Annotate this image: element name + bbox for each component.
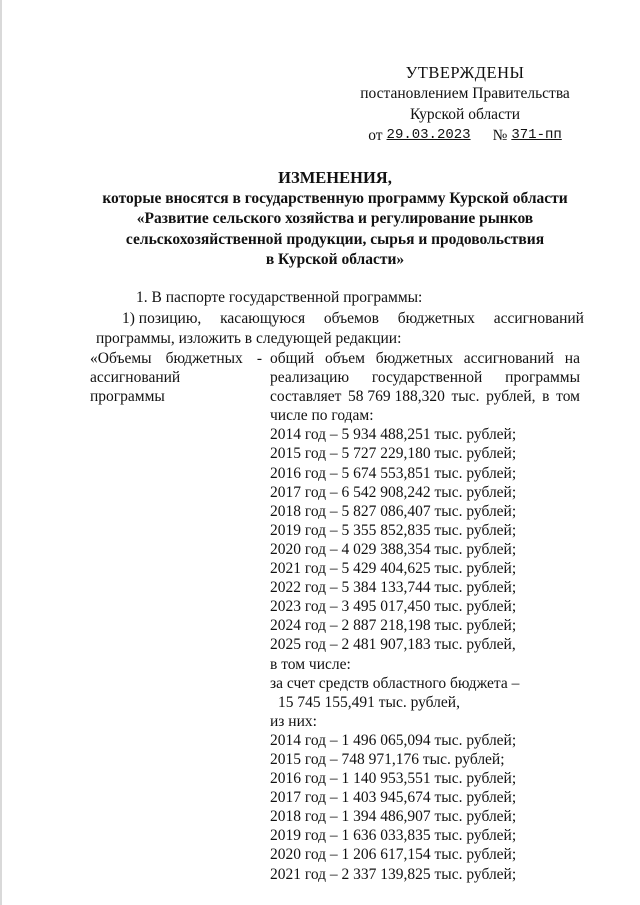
- document-title: [60, 168, 610, 271]
- word: в: [542, 388, 550, 406]
- year-row: 2025 год – 2 481 907,183 тыс. рублей,: [270, 636, 516, 654]
- year-row: 2022 год – 5 384 133,744 тыс. рублей;: [270, 579, 517, 597]
- scan-edge: [0, 0, 2, 905]
- intro-line-1: [270, 349, 580, 368]
- title-main: ИЗМЕНЕНИЯ,: [278, 168, 392, 187]
- regional-year-row: 2018 год – 1 394 486,907 тыс. рублей;: [270, 808, 517, 826]
- title-line-4: в Курской области»: [265, 251, 405, 268]
- word: тыс.: [451, 388, 480, 406]
- word: ассигнований: [463, 350, 554, 367]
- paragraph-1: 1. В паспорте государственной программы:: [136, 289, 423, 306]
- title-line-2: «Развитие сельского хозяйства и регулирование рынков: [136, 210, 534, 227]
- word: объем: [324, 350, 365, 367]
- title-line-1: которые вносятся в государственную программу Курской области: [102, 189, 568, 207]
- regional-year-row: 2021 год – 2 337 139,825 тыс. рублей;: [270, 865, 517, 883]
- paragraph-2-line-1: [96, 309, 584, 329]
- regional-year-row: 2017 год – 1 403 945,674 тыс. рублей;: [270, 789, 517, 807]
- word: рублей,: [486, 388, 536, 406]
- regional-year-row: 2014 год – 1 496 065,094 тыс. рублей;: [270, 731, 517, 749]
- title-line-3: сельскохозяйственной продукции, сырья и продовольствия: [125, 230, 545, 248]
- word: бюджетных: [165, 350, 243, 367]
- year-row: 2016 год – 5 674 553,851 тыс. рублей;: [270, 464, 517, 482]
- word: общий: [270, 350, 315, 367]
- word: реализацию: [270, 369, 350, 387]
- date-prefix: от: [368, 127, 383, 144]
- word: бюджетных: [375, 350, 453, 367]
- regional-budget-line-1: за счет средств областного бюджета –: [270, 674, 520, 692]
- paragraph-2: [96, 309, 584, 349]
- including-label: в том числе:: [270, 655, 351, 673]
- year-row: 2023 год – 3 495 017,450 тыс. рублей;: [270, 598, 517, 616]
- total-amount: 58 769 188,320: [348, 388, 445, 406]
- of-them-label: из них:: [270, 712, 317, 730]
- regional-budget-line-2: 15 745 155,491 тыс. рублей,: [278, 693, 460, 711]
- table-right-cell: [270, 349, 580, 884]
- year-row: 2015 год – 5 727 229,180 тыс. рублей;: [270, 445, 517, 463]
- approval-number: 371-пп: [511, 127, 562, 143]
- word: программы: [505, 369, 580, 387]
- word: на: [564, 350, 580, 367]
- word: составляет: [270, 388, 342, 406]
- regional-year-row: 2019 год – 1 636 033,835 тыс. рублей;: [270, 827, 517, 845]
- word: бюджетных: [397, 310, 475, 327]
- word: 1) позицию,: [122, 310, 202, 327]
- approval-stamp: [350, 62, 580, 146]
- intro-line-2: [270, 368, 580, 387]
- regional-year-row: 2016 год – 1 140 953,551 тыс. рублей;: [270, 770, 517, 788]
- year-row: 2014 год – 5 934 488,251 тыс. рублей;: [270, 426, 517, 444]
- year-row: 2024 год – 2 887 218,198 тыс. рублей;: [270, 617, 517, 635]
- word: том: [556, 388, 580, 406]
- left-cell-line-3: программы: [90, 388, 165, 405]
- left-cell-line-1: [90, 349, 262, 368]
- approval-heading: УТВЕРЖДЕНЫ: [405, 63, 525, 82]
- approval-dateline: [350, 125, 580, 146]
- table-left-cell: [90, 349, 262, 406]
- year-row: 2020 год – 4 029 388,354 тыс. рублей;: [270, 540, 517, 558]
- regional-year-row: 2015 год – 748 971,176 тыс. рублей;: [270, 750, 505, 768]
- left-cell-line-2: ассигнований: [90, 369, 181, 386]
- approval-date: 29.03.2023: [386, 127, 471, 143]
- word: ассигнований: [493, 310, 584, 327]
- paragraph-2-line-2: программы, изложить в следующей редакции:: [96, 330, 402, 347]
- word: касающуюся: [220, 310, 306, 327]
- regional-year-row: 2020 год – 1 206 617,154 тыс. рублей;: [270, 846, 517, 864]
- year-row: 2021 год – 5 429 404,625 тыс. рублей;: [270, 560, 517, 578]
- year-row: 2018 год – 5 827 086,407 тыс. рублей;: [270, 502, 517, 520]
- approval-line-2: Курской области: [409, 106, 521, 123]
- word: «Объемы: [90, 350, 152, 367]
- approval-line-1: постановлением Правительства: [360, 85, 570, 102]
- word: объемов: [323, 310, 379, 327]
- intro-line-3: [270, 387, 580, 406]
- word: государственной: [371, 369, 483, 387]
- year-row: 2019 год – 5 355 852,835 тыс. рублей;: [270, 521, 517, 539]
- number-prefix: №: [492, 127, 508, 144]
- intro-line-4: числе по годам:: [270, 407, 374, 425]
- year-row: 2017 год – 6 542 908,242 тыс. рублей;: [270, 483, 517, 501]
- dash: -: [256, 350, 262, 367]
